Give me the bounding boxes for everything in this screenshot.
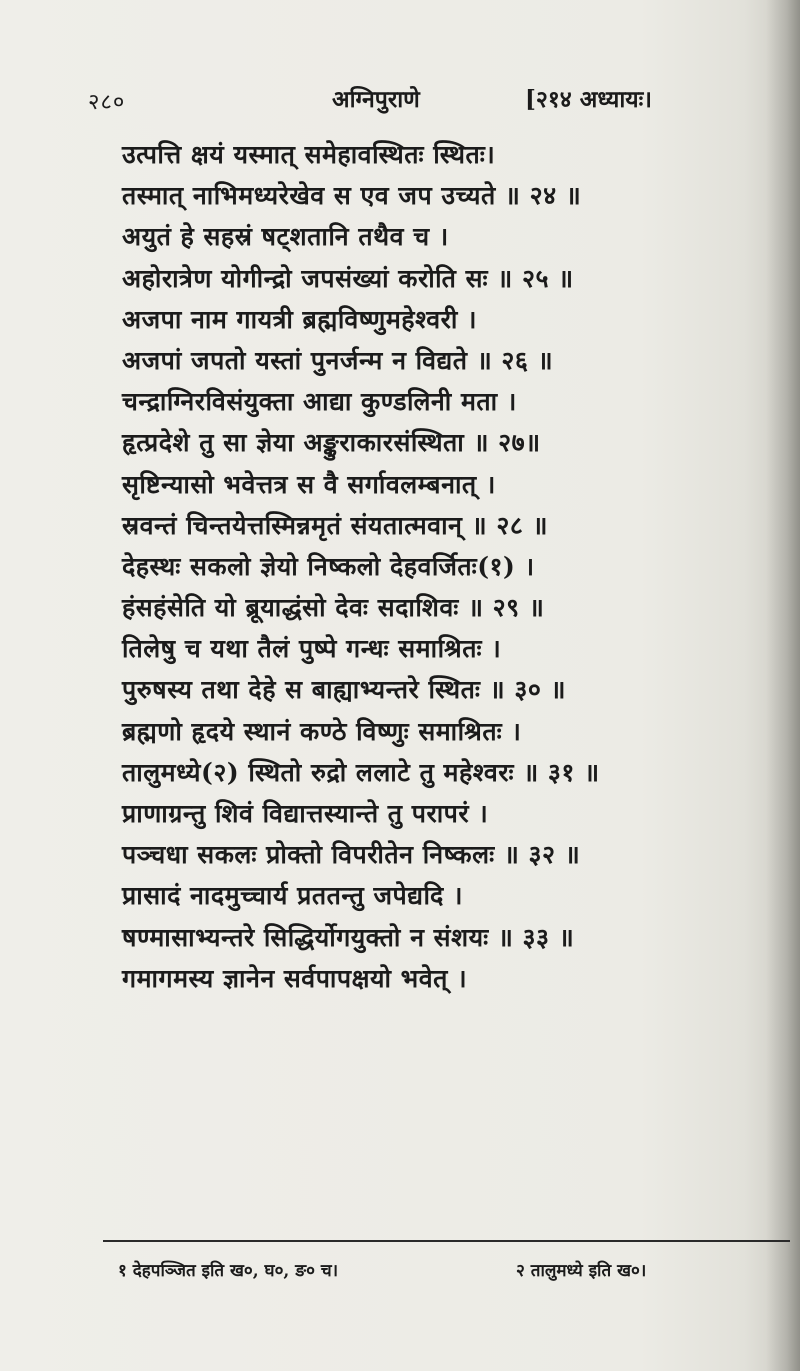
verse-line: पुरुषस्य तथा देहे स बाह्याभ्यन्तरे स्थितः ॥ ३० ॥ xyxy=(122,675,567,705)
verse-line: अजपां जपतो यस्तां पुनर्जन्म न विद्यते ॥ २६ ॥ xyxy=(122,345,554,375)
verse-line: षण्मासाभ्यन्तरे सिद्धिर्योगयुक्तो न संशयः ॥ ३३ ॥ xyxy=(122,922,575,952)
verse-block xyxy=(122,134,762,999)
verse-line: सृष्टिन्यासो भवेत्तत्र स वै सर्गावलम्बनात् । xyxy=(122,469,496,499)
footnote-divider xyxy=(103,1240,790,1242)
verse-line: तस्मात् नाभिमध्यरेखेव स एव जप उच्यते ॥ २४ ॥ xyxy=(122,181,582,211)
footnote-1: १ देहपञ्जित इति ख०, घ०, ङ० च। xyxy=(118,1261,339,1281)
verse-line: हंसहंसेति यो ब्रूयाद्धंसो देवः सदाशिवः ॥ २९ ॥ xyxy=(122,593,545,623)
page-edge-shadow xyxy=(766,0,800,1371)
verse-line: प्राणाग्रन्तु शिवं विद्यात्तस्यान्ते तु परापरं । xyxy=(122,799,489,828)
verse-line: स्रवन्तं चिन्तयेत्तस्मिन्नमृतं संयतात्मवान् ॥ २८ ॥ xyxy=(122,510,548,540)
verse-line: प्रासादं नादमुच्चार्य प्रततन्तु जपेद्यदि । xyxy=(122,881,463,911)
running-title: अग्निपुराणे xyxy=(332,86,420,113)
verse-line: ब्रह्मणो हृदये स्थानं कण्ठे विष्णुः समाश्रितः । xyxy=(122,716,522,746)
verse-line: उत्पत्ति क्षयं यस्मात् समेहावस्थितः स्थितः। xyxy=(122,140,496,169)
chapter-reference: [२१४ अध्यायः। xyxy=(525,86,652,113)
page-header xyxy=(70,82,760,116)
verse-line: अयुतं हे सहस्रं षट्शतानि तथैव च । xyxy=(122,222,449,252)
verse-line: अहोरात्रेण योगीन्द्रो जपसंख्यां करोति सः ॥ २५ ॥ xyxy=(122,263,574,293)
page-number: २८० xyxy=(88,90,126,115)
verse-line: तिलेषु च यथा तैलं पुष्पे गन्धः समाश्रितः । xyxy=(122,634,502,664)
verse-line: गमागमस्य ज्ञानेन सर्वपापक्षयो भवेत् । xyxy=(122,963,468,993)
verse-line: तालुमध्ये(२) स्थितो रुद्रो ललाटे तु महेश्वरः ॥ ३१ ॥ xyxy=(122,757,600,787)
verse-line: पञ्चधा सकलः प्रोक्तो विपरीतेन निष्कलः ॥ ३२ ॥ xyxy=(122,840,581,870)
verse-line: अजपा नाम गायत्री ब्रह्मविष्णुमहेश्वरी । xyxy=(122,304,477,334)
verse-line: देहस्थः सकलो ज्ञेयो निष्कलो देहवर्जितः(१) । xyxy=(122,551,535,581)
footnote-2: २ तालुमध्ये इति ख०। xyxy=(516,1261,647,1281)
verse-line: हृत्प्रदेशे तु सा ज्ञेया अङ्कुराकारसंस्थिता ॥ २७॥ xyxy=(122,428,541,458)
verse-line: चन्द्राग्निरविसंयुक्ता आद्या कुण्डलिनी मता । xyxy=(122,387,517,417)
footnotes xyxy=(118,1258,778,1288)
